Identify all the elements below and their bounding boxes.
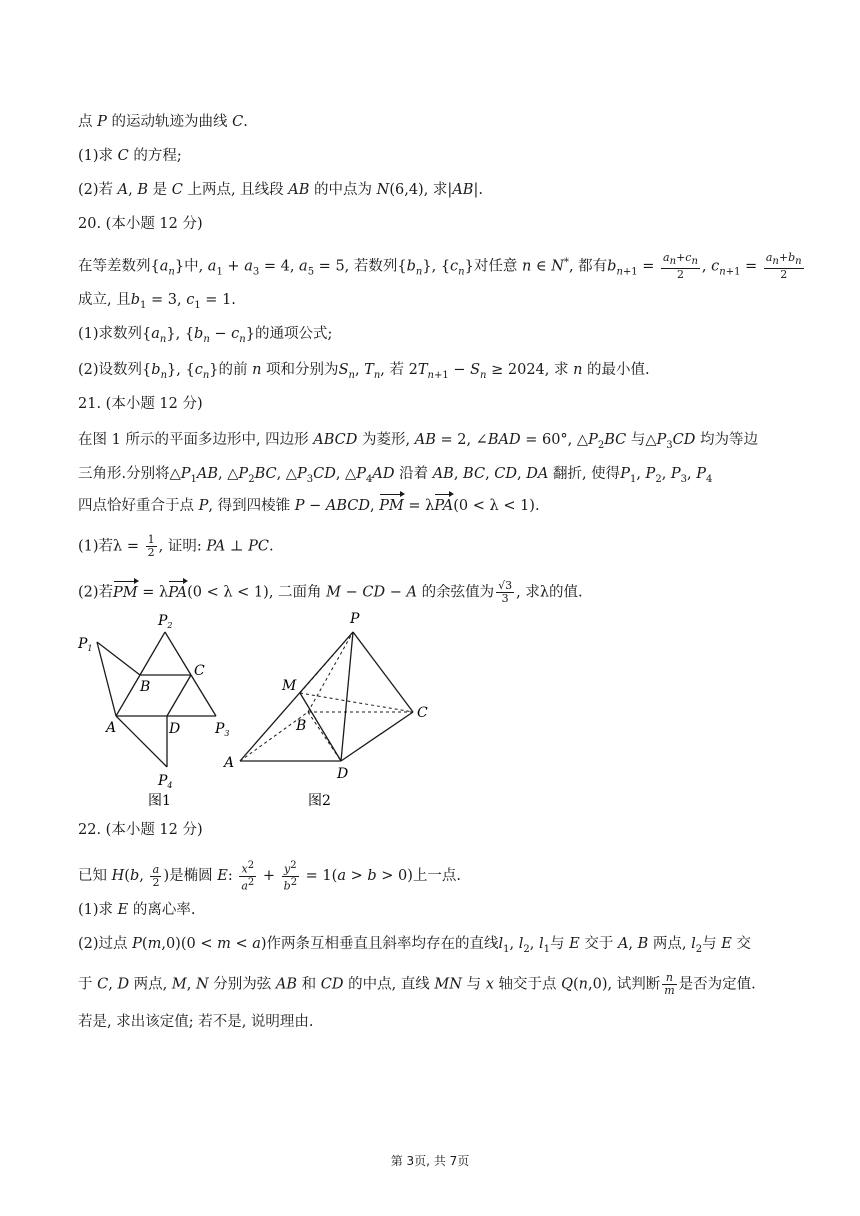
fig2-label-d: D [337, 766, 349, 782]
q21-line1: 在图 1 所示的平面多边形中, 四边形 ABCD 为菱形, AB = 2, ∠BAD = 60°, $\triangle P_2BC$ 与$\triangle P_3CD$ 均为等边 [78, 432, 758, 451]
text-line-curve-c: 点 P 的运动轨迹为曲线 C. [78, 114, 248, 130]
q22-part2-line3: 若是, 求出该定值; 若不是, 说明理由. [78, 1014, 314, 1030]
fig1-label-p3: $P_3$ [215, 721, 230, 738]
fig2-label-b: B [296, 718, 307, 734]
fig2-label-c: C [417, 705, 428, 721]
page-footer: 第 3页, 共 7页 [390, 1154, 470, 1168]
fig1-label-p2: $P_2$ [158, 613, 173, 630]
q20-line2: 成立, 且$b_1 = 3$, $c_1 = 1$. [78, 292, 236, 311]
fig1-label-b: B [140, 679, 151, 695]
fig2-caption: 图2 [308, 793, 331, 809]
q21-header: 21. (本小题 12 分) [78, 396, 203, 412]
q20-line1: 在等差数列$\{a_n\}$中, $a_1 + a_3 = 4$, $a_5 = 5$, 若数列$\{b_n\}$, $\{c_n\}$对任意 n ∈ N*, 都有$b_{n+1}$ = $\frac{a_n+c_n}{2}$ , $c_{n+1}$ = $\frac{a_n+b_n}{2}$ [78, 251, 802, 282]
q22-header: 22. (本小题 12 分) [78, 822, 203, 838]
fig1-label-p1: $P_1$ [78, 636, 93, 653]
text-line-q19-part2: (2)若 A, B 是 C 上两点, 且线段 AB 的中点为 N(6,4), 求|AB|. [78, 182, 483, 198]
text-line-q19-part1: (1)求 C 的方程; [78, 148, 182, 164]
fig2-label-m: M [282, 678, 297, 694]
fig1-label-c: C [194, 663, 205, 679]
q21-part1: (1)若λ = $\frac{1}{2}$ , 证明: PA ⊥ PC. [78, 533, 274, 559]
q20-part1: (1)求数列$\{a_n\}$, $\{b_n - c_n\}$的通项公式; [78, 326, 333, 345]
q22-part1: (1)求 E 的离心率. [78, 902, 196, 918]
fig1-label-a: A [106, 720, 117, 736]
q21-line3: 四点恰好重合于点 P, 得到四棱锥 P − ABCD, PM = λPA(0 < λ < 1). [78, 498, 540, 514]
fig1-label-p4: $P_4$ [158, 773, 173, 790]
q22-part2-line2: 于 C, D 两点, M, N 分别为弦 AB 和 CD 的中点, 直线 MN 与 x 轴交于点 Q(n,0), 试判断 $\frac{n}{m}$ 是否为定值. [78, 971, 756, 997]
q21-line2: 三角形.分别将$\triangle P_1AB$, $\triangle P_2BC$, $\triangle P_3CD$, $\triangle P_4AD$ 沿着 AB, BC, CD, DA 翻折, 使得$P_1$, $P_2$, $P_3$, $P_4$ [78, 466, 713, 485]
figure-2 [220, 605, 440, 815]
q22-line1: 已知 H(b, $\frac{a}{2}$ )是椭圆 E: $\frac{x^2}{a^2}$ + $\frac{y^2}{b^2}$ = 1(a > b > 0)上一点. [78, 860, 461, 893]
q21-part2: (2)若PM = λPA(0 < λ < 1), 二面角 M − CD − A 的余弦值为 $\frac{√3}{3}$ , 求λ的值. [78, 579, 583, 605]
fig2-label-p: P [350, 611, 360, 627]
q22-part2-line1: (2)过点 P(m,0)(0 < m < a)作两条互相垂直且斜率均存在的直线$l_1$, $l_2$, $l_1$与 E 交于 A, B 两点, $l_2$与 E 交 [78, 936, 751, 955]
q20-part2: (2)设数列$\{b_n\}$, $\{c_n\}$的前 n 项和分别为$S_n$, $T_n$, 若 $2T_{n+1} - S_n \ge 2024$, 求 n 的最小值. [78, 362, 650, 381]
q20-header: 20. (本小题 12 分) [78, 216, 203, 232]
fig1-caption: 图1 [148, 793, 171, 809]
fig1-label-d: D [169, 721, 181, 737]
fig2-label-a: A [224, 755, 235, 771]
